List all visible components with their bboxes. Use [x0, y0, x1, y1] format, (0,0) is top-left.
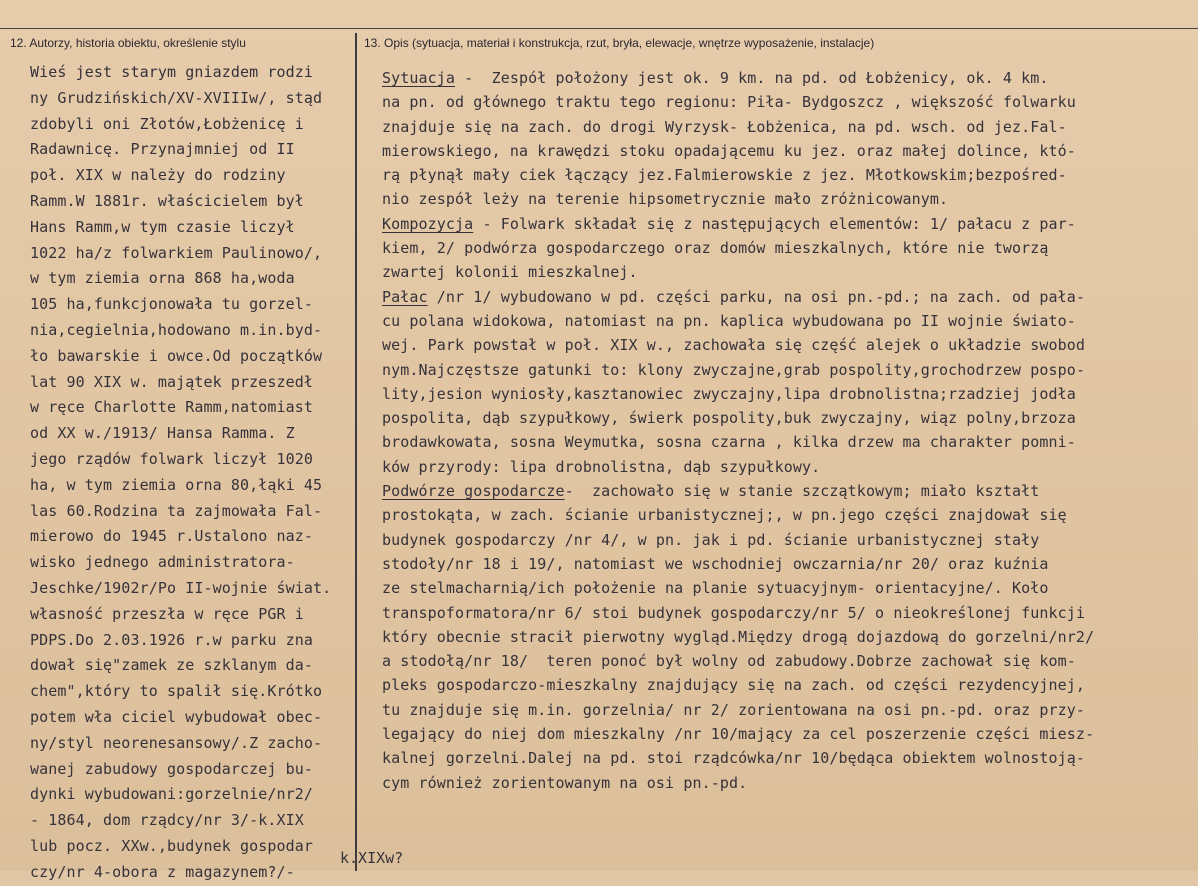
description-line [382, 746, 1094, 770]
history-line: jego rządów folwark liczył 1020 [30, 449, 314, 468]
description-line [382, 163, 1094, 187]
history-line: wisko jednego administratora- [30, 553, 295, 572]
description-text: zwartej kolonii mieszkalnej. [382, 263, 638, 282]
history-line: 1022 ha/z folwarkiem Paulinowo/, [30, 243, 323, 262]
history-line: 105 ha,funkcjonowała tu gorzel- [30, 295, 314, 314]
section-heading: Pałac [382, 287, 428, 306]
description-text: stodoły/nr 18 i 19/, natomiast we wschodniej owczarnia/nr 20/ oraz kuźnia [382, 554, 1049, 573]
description-line [382, 430, 1094, 454]
description-line [382, 722, 1094, 746]
history-line: od XX w./1913/ Hansa Ramma. Z [30, 424, 295, 443]
history-line: Wieś jest starym gniazdem rodzi [30, 63, 314, 81]
description-text: wej. Park powstał w poł. XIX w., zachowała się część alejek o układzie swobod [382, 336, 1086, 355]
description-text: - Folwark składał się z następujących elementów: 1/ pałacu z par- [473, 214, 1076, 233]
description-text: - zachowało się w stanie szczątkowym; miało kształt [564, 482, 1040, 501]
description-text: cu polana widokowa, natomiast na pn. kaplica wybudowana po II wojnie świato- [382, 311, 1076, 330]
description-line [382, 479, 1094, 503]
history-line: Jeschke/1902r/Po II-wojnie świat. [30, 578, 332, 597]
description-line [382, 285, 1094, 309]
description-column [382, 66, 1094, 795]
history-line: poł. XIX w należy do rodziny [30, 166, 286, 185]
description-text: /nr 1/ wybudowano w pd. części parku, na osi pn.-pd.; na zach. od pała- [427, 287, 1086, 306]
description-line [382, 333, 1094, 357]
description-line [382, 358, 1094, 382]
description-line [382, 260, 1094, 284]
section-heading: Podwórze gospodarcze [382, 482, 565, 501]
history-line: chem",który to spalił się.Krótko [30, 682, 323, 701]
description-text: transpoformatora/nr 6/ stoi budynek gospodarczy/nr 5/ o nieokreślonej funkcji [382, 603, 1086, 622]
description-line [382, 771, 1094, 795]
description-text: prostokąta, w zach. ścianie urbanistycznej;, w pn.jego części znajdował się [382, 506, 1067, 525]
history-line: w ręce Charlotte Ramm,natomiast [30, 398, 314, 417]
history-line: ha, w tym ziemia orna 80,łąki 45 [30, 475, 323, 494]
description-text: kalnej gorzelni.Dalej na pd. stoi rządcówka/nr 10/będąca obiektem wolnostoją- [382, 749, 1086, 768]
description-text: budynek gospodarczy /nr 4/, w pn. jak i pd. ścianie urbanistycznej stały [382, 530, 1040, 549]
description-line [382, 601, 1094, 625]
column-divider [355, 33, 357, 871]
description-line [382, 406, 1094, 430]
history-line: w tym ziemia orna 868 ha,woda [30, 269, 295, 288]
history-line: własność przeszła w ręce PGR i [30, 604, 304, 623]
description-text: pospolita, dąb szypułkowy, świerk pospolity,buk zwyczajny, wiąz polny,brzoza [382, 409, 1076, 428]
description-text: - Zespół położony jest ok. 9 km. na pd. od Łobżenicy, ok. 4 km. [455, 69, 1049, 87]
description-text: rą płynął mały ciek łączący jez.Falmierowskie z jez. Młotkowskim;bezpośred- [382, 166, 1067, 185]
description-line [382, 187, 1094, 211]
description-line [382, 115, 1094, 139]
description-text: kiem, 2/ podwórza gospodarczego oraz domów mieszkalnych, które nie tworzą [382, 239, 1049, 258]
history-line: dował się"zamek ze szklanym da- [30, 656, 314, 675]
description-text: nym.Najczęstsze gatunki to: klony zwyczajne,grab pospolity,grochodrzew pospo- [382, 360, 1086, 379]
history-line: dynki wybudowani:gorzelnie/nr2/ [30, 785, 314, 804]
history-line: potem wła ciciel wybudował obec- [30, 707, 323, 726]
history-line: - 1864, dom rządcy/nr 3/-k.XIX [30, 811, 304, 830]
description-text: który obecnie stracił pierwotny wygląd.Między drogą dojazdową do gorzelni/nr2/ [382, 627, 1095, 646]
description-text: lity,jesion wyniosły,kasztanowiec zwyczajny,lipa drobnolistna;rzadziej jodła [382, 384, 1076, 403]
history-line: las 60.Rodzina ta zajmowała Fal- [30, 501, 323, 520]
description-line [382, 625, 1094, 649]
marginal-note: k.XIXw? [340, 849, 404, 867]
section-heading: Kompozycja [382, 214, 474, 233]
description-line [382, 139, 1094, 163]
history-line: wanej zabudowy gospodarczej bu- [30, 759, 314, 778]
field-12-label: 12. Autorzy, historia obiektu, określenie stylu [10, 36, 246, 50]
field-13-label: 13. Opis (sytuacja, materiał i konstrukcja, rzut, bryła, elewacje, wnętrze wyposażenie, instalacje) [364, 36, 875, 50]
description-text: ków przyrody: lipa drobnolistna, dąb szypułkowy. [382, 457, 821, 476]
history-line: zdobyli oni Złotów,Łobżenicę i [30, 114, 304, 133]
header-rule [0, 28, 1198, 29]
description-line [382, 455, 1094, 479]
description-line [382, 673, 1094, 697]
description-text: tu znajduje się m.in. gorzelnia/ nr 2/ zorientowana na osi pn.-pd. oraz przy- [382, 700, 1086, 719]
description-line [382, 382, 1094, 406]
description-line [382, 552, 1094, 576]
description-line [382, 503, 1094, 527]
description-line [382, 528, 1094, 552]
description-line [382, 576, 1094, 600]
description-text: znajduje się na zach. do drogi Wyrzysk- Łobżenica, na pd. wsch. od jez.Fal- [382, 117, 1067, 136]
description-line [382, 236, 1094, 260]
history-line: ny Grudzińskich/XV-XVIIIw/, stąd [30, 88, 323, 107]
description-text: pleks gospodarczo-mieszkalny znajdujący się na zach. od części rezydencyjnej, [382, 676, 1086, 695]
history-line: Hans Ramm,w tym czasie liczył [30, 217, 295, 236]
history-column [30, 60, 331, 886]
description-text: nio zespół leży na terenie hipsometrycznie mało zróżnicowanym. [382, 190, 949, 209]
section-heading: Sytuacja [382, 69, 456, 87]
description-line [382, 309, 1094, 333]
description-line [382, 66, 1094, 90]
description-text: brodawkowata, sosna Weymutka, sosna czarna , kilka drzew ma charakter pomni- [382, 433, 1076, 452]
history-line: ło bawarskie i owce.Od początków [30, 346, 323, 365]
description-text: mierowskiego, na krawędzi stoku opadającemu ku jez. oraz małej dolince, któ- [382, 141, 1076, 160]
description-text: legający do niej dom mieszkalny /nr 10/mający za cel poszerzenie części miesz- [382, 725, 1095, 744]
description-text: a stodołą/nr 18/ teren ponoć był wolny od zabudowy.Dobrze zachował się kom- [382, 652, 1076, 671]
description-line [382, 90, 1094, 114]
history-line: lat 90 XIX w. majątek przeszedł [30, 372, 314, 391]
history-line: ny/styl neorenesansowy/.Z zacho- [30, 733, 323, 752]
history-line: Radawnicę. Przynajmniej od II [30, 140, 295, 159]
history-line: Ramm.W 1881r. właścicielem był [30, 191, 304, 210]
description-text: na pn. od głównego traktu tego regionu: Piła- Bydgoszcz , większość folwarku [382, 93, 1076, 112]
history-line: nia,cegielnia,hodowano m.in.byd- [30, 320, 323, 339]
description-line [382, 698, 1094, 722]
description-text: ze stelmacharnią/ich położenie na planie sytuacyjnym- orientacyjne/. Koło [382, 579, 1049, 598]
history-line: czy/nr 4-obora z magazynem?/- [30, 862, 295, 881]
description-text: cym również zorientowanym na osi pn.-pd. [382, 773, 748, 792]
history-line: mierowo do 1945 r.Ustalono naz- [30, 527, 314, 546]
description-line [382, 212, 1094, 236]
description-line [382, 649, 1094, 673]
history-line: lub pocz. XXw.,budynek gospodar [30, 836, 314, 855]
history-line: PDPS.Do 2.03.1926 r.w parku zna [30, 630, 314, 649]
